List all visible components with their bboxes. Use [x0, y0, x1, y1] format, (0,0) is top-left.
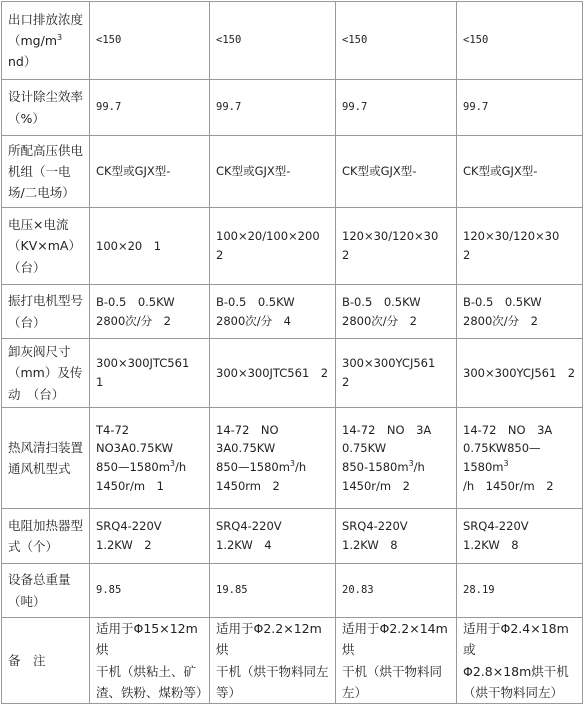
table-cell: 适用于Φ15×12m烘 干机（烘粘土、矿 渣、铁粉、煤粉等）	[90, 618, 210, 704]
table-cell: 适用于Φ2.4×18m或 Φ2.8×18m烘干机 （烘干物料同左）	[457, 618, 583, 704]
table-cell: 120×30/120×30 2	[336, 208, 457, 285]
table-cell: CK型或GJX型-	[90, 136, 210, 208]
table-row	[2, 564, 583, 618]
table-row	[2, 408, 583, 509]
table-cell: 300×300JTC561 2	[210, 339, 336, 408]
table-cell: 300×300JTC561 1	[90, 339, 210, 408]
table-row	[2, 618, 583, 704]
table-cell: <150	[457, 2, 583, 80]
table-cell: 适用于Φ2.2×14m烘 干机（烘干物料同 左）	[336, 618, 457, 704]
row-label: 电压×电流 （KV×mA） （台）	[2, 208, 90, 285]
table-cell: 19.85	[210, 564, 336, 618]
table-cell: <150	[90, 2, 210, 80]
table-cell: SRQ4-220V 1.2KW 2	[90, 509, 210, 564]
table-cell: 14-72 NO 3A 0.75KW $850-1580m^3/h$ 1450r/m 2	[336, 408, 457, 509]
table-cell: 99.7	[210, 80, 336, 136]
table-row	[2, 509, 583, 564]
row-label: 电阻加热器型 式（个）	[2, 509, 90, 564]
table-cell: 100×20 1	[90, 208, 210, 285]
table-cell: 100×20/100×200 2	[210, 208, 336, 285]
table-cell: 14-72 NO 3A0.75KW $850—1580m^3/h$ 1450rm 2	[210, 408, 336, 509]
table-cell: 300×300YCJ561 2	[457, 339, 583, 408]
table-row	[2, 339, 583, 408]
table-row	[2, 285, 583, 339]
row-label: 出口排放浓度 （$mg/m^3$ nd）	[2, 2, 90, 80]
table-cell: 120×30/120×30 2	[457, 208, 583, 285]
row-label: 备 注	[2, 618, 90, 704]
table-cell: 14-72 NO 3A $0.75KW850—1580m^3$ /h 1450r/m 2	[457, 408, 583, 509]
table-cell: B-0.5 0.5KW 2800次/分 2	[336, 285, 457, 339]
table-cell: CK型或GJX型-	[457, 136, 583, 208]
table-cell: B-0.5 0.5KW 2800次/分 2	[457, 285, 583, 339]
row-label: 设备总重量 （吨）	[2, 564, 90, 618]
table-cell: 300×300YCJ561 2	[336, 339, 457, 408]
table-cell: 99.7	[336, 80, 457, 136]
row-label: 热风清扫装置 通风机型式	[2, 408, 90, 509]
table-cell: SRQ4-220V 1.2KW 8	[457, 509, 583, 564]
table-cell: 28.19	[457, 564, 583, 618]
table-cell: B-0.5 0.5KW 2800次/分 2	[90, 285, 210, 339]
table-cell: SRQ4-220V 1.2KW 4	[210, 509, 336, 564]
spec-table	[1, 1, 583, 704]
table-row	[2, 2, 583, 80]
table-cell: 99.7	[457, 80, 583, 136]
table-row	[2, 80, 583, 136]
table-cell: T4-72 NO3A0.75KW $850—1580m^3/h$ 1450r/m 1	[90, 408, 210, 509]
table-cell: 20.83	[336, 564, 457, 618]
row-label: 所配高压供电 机组（一电 场/二电场）	[2, 136, 90, 208]
table-cell: SRQ4-220V 1.2KW 8	[336, 509, 457, 564]
table-cell: CK型或GJX型-	[210, 136, 336, 208]
table-cell: B-0.5 0.5KW 2800次/分 4	[210, 285, 336, 339]
table-cell: 9.85	[90, 564, 210, 618]
table-cell: CK型或GJX型-	[336, 136, 457, 208]
table-cell: 99.7	[90, 80, 210, 136]
row-label: 设计除尘效率 （%）	[2, 80, 90, 136]
row-label: 振打电机型号 （台）	[2, 285, 90, 339]
table-row	[2, 136, 583, 208]
table-cell: 适用于Φ2.2×12m烘 干机（烘干物料同左 等）	[210, 618, 336, 704]
table-cell: <150	[210, 2, 336, 80]
row-label: 卸灰阀尺寸 （mm）及传 动 （台）	[2, 339, 90, 408]
table-cell: <150	[336, 2, 457, 80]
table-row	[2, 208, 583, 285]
